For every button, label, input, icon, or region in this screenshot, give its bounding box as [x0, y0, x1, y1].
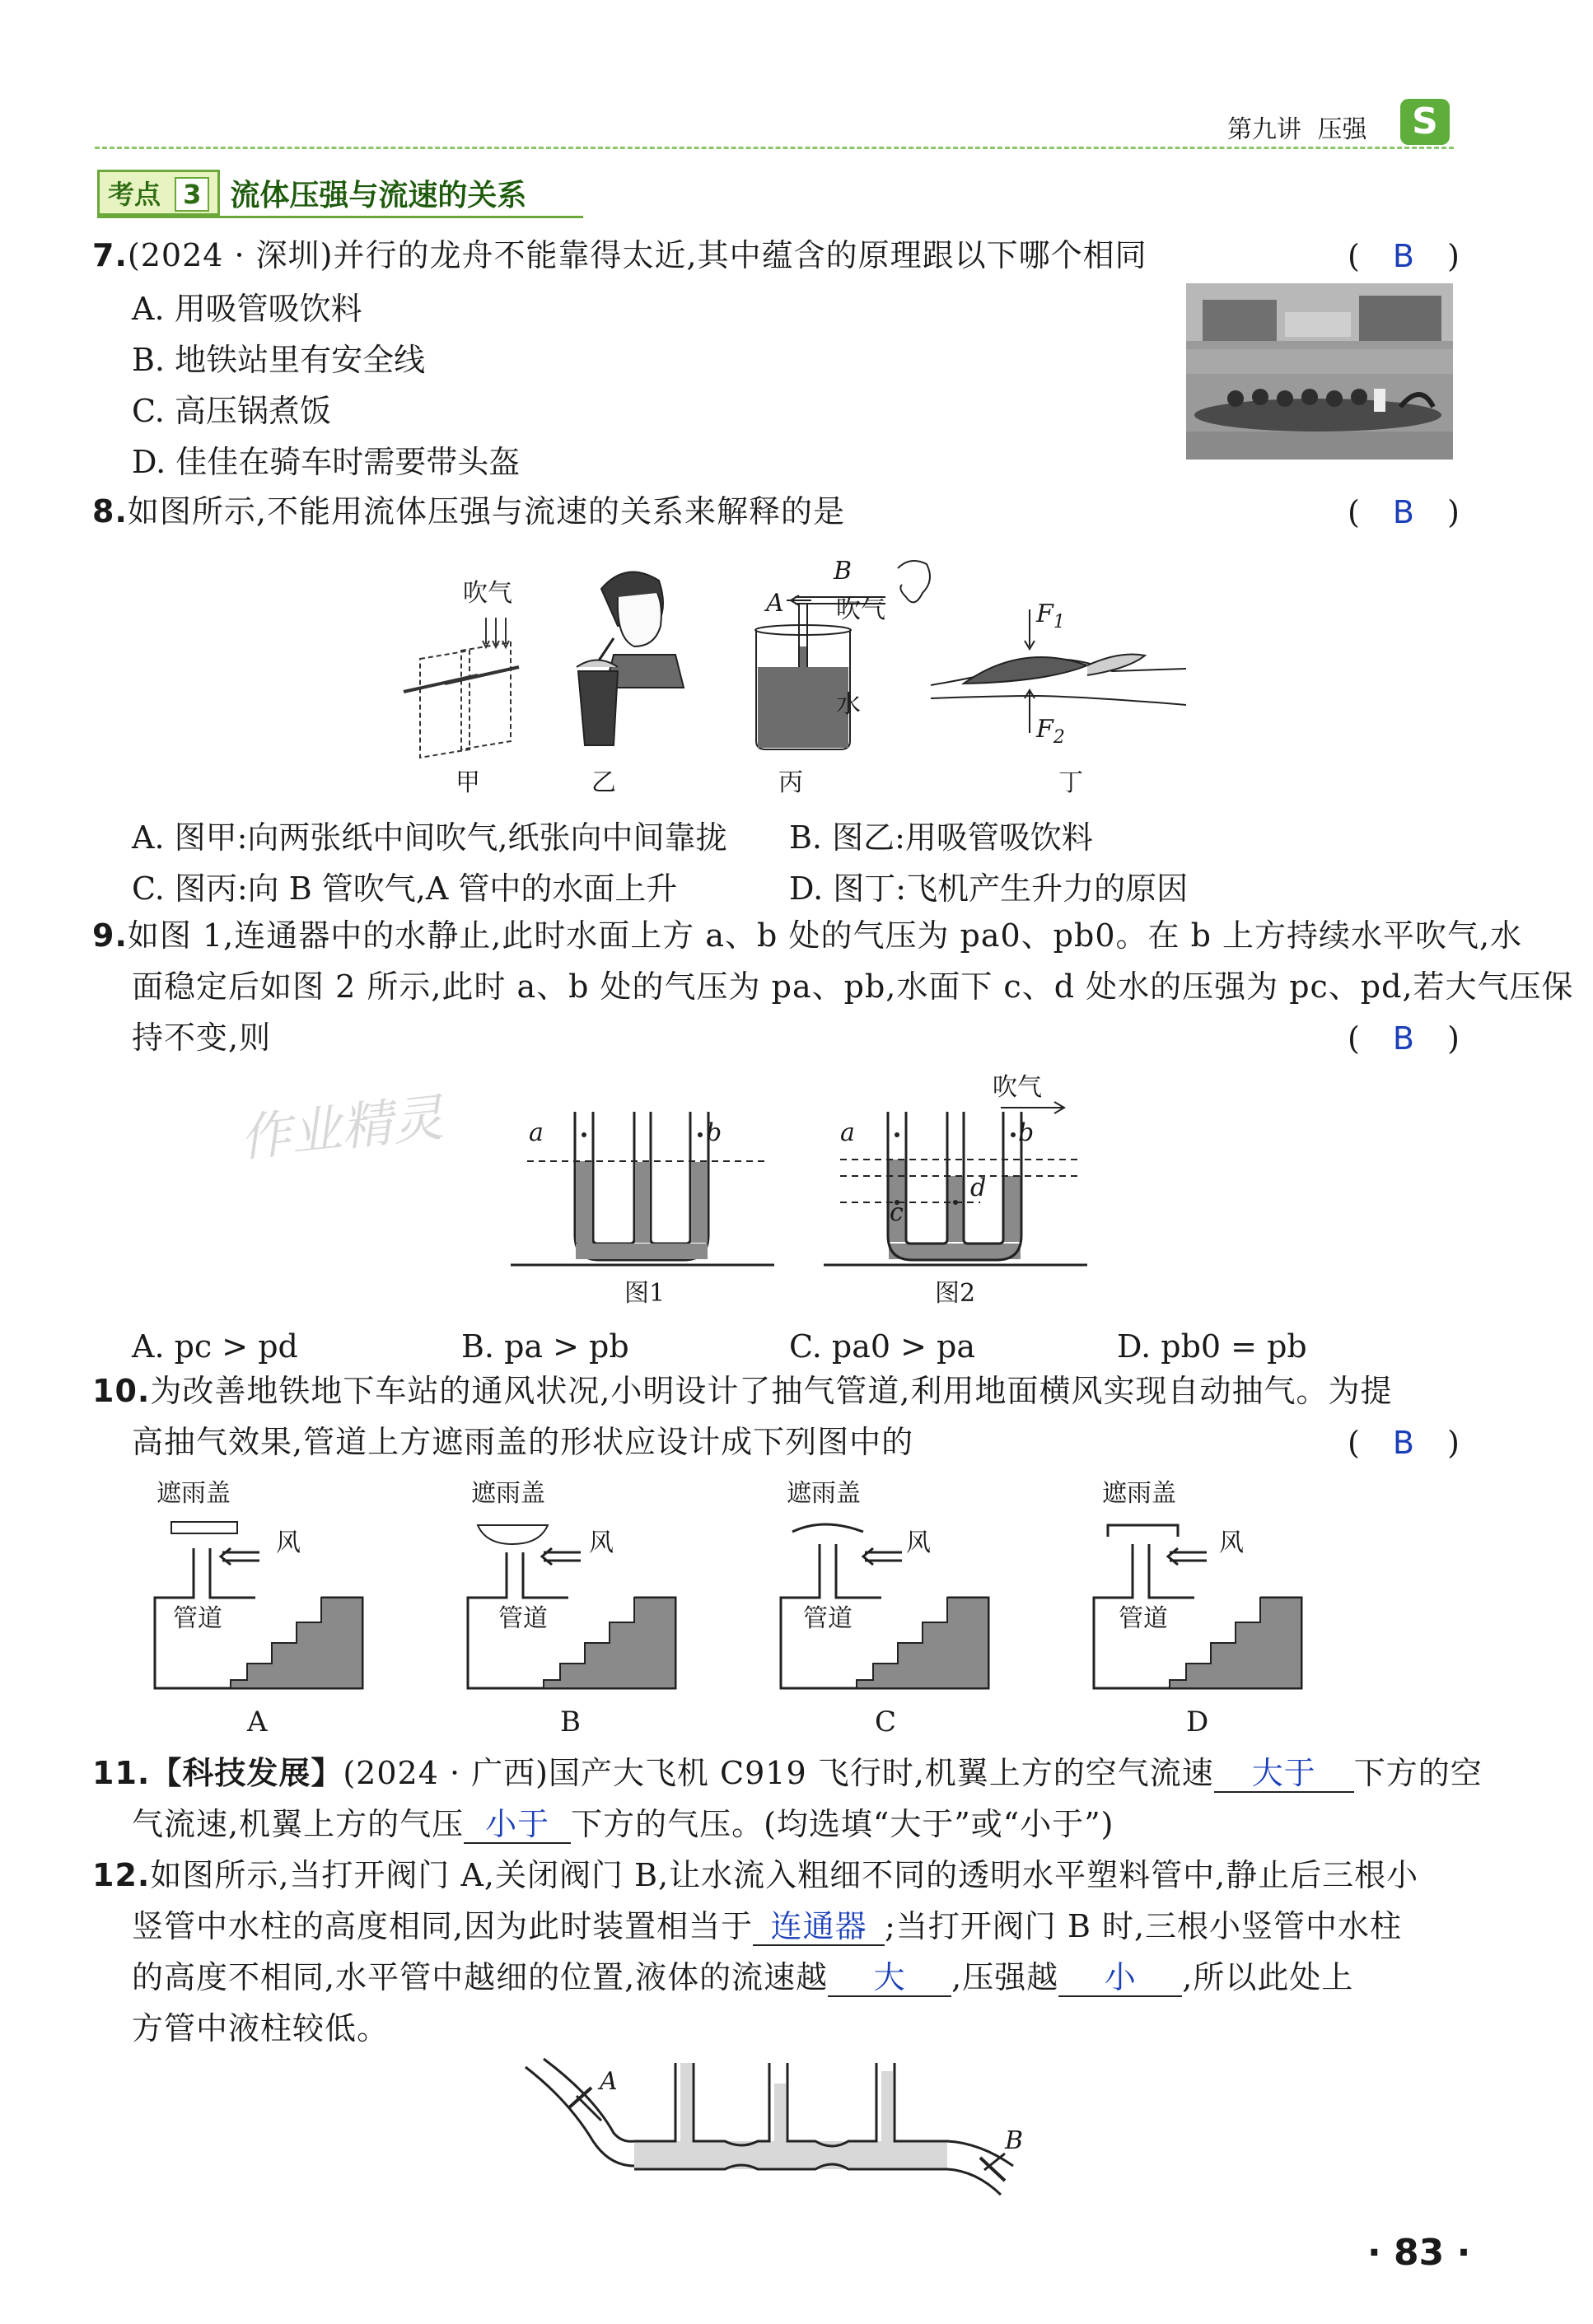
q10-line1-text: 为改善地铁地下车站的通风状况,小明设计了抽气管道,利用地面横风实现自动抽气。为提 [150, 1373, 1393, 1409]
q8-figure-jia-papers [387, 568, 535, 766]
q10-a-cover-label: 遮雨盖 [156, 1479, 231, 1508]
q9-fig2-label-c: c [890, 1198, 904, 1227]
header-rule [95, 147, 1454, 149]
q12-blank-3[interactable]: 小 [1058, 1959, 1182, 1997]
q9-figure-2 [815, 1112, 1087, 1268]
q9-fig1-label-b: b [706, 1118, 722, 1147]
q9-fig2-label-d: d [970, 1174, 987, 1202]
q12-line3a: 的高度不相同,水平管中越细的位置,液体的流速越 [132, 1959, 829, 1995]
watermark: 作业精灵 [236, 1087, 446, 1169]
q10-c-wind-label: 风 [906, 1528, 931, 1557]
q8-label-A: A [766, 589, 784, 618]
page-number: · 83 · [1367, 2232, 1471, 2274]
q12-line1-text: 如图所示,当打开阀门 A,关闭阀门 B,让水流入粗细不同的透明水平塑料管中,静止后三根小 [150, 1857, 1419, 1893]
q8-number: 8. [92, 493, 128, 530]
q9-blow-label: 吹气 [993, 1073, 1042, 1102]
logo-letter: S [1412, 100, 1438, 142]
q8-stem [92, 486, 845, 537]
q12-line3 [132, 1952, 1353, 2003]
header-topic: 压强 [1317, 115, 1367, 144]
q12-figure-pipe [519, 2051, 1030, 2215]
q11-line2 [132, 1799, 1114, 1850]
q7-stem-text: (2024 · 深圳)并行的龙舟不能靠得太近,其中蕴含的原理跟以下哪个相同 [127, 237, 1147, 273]
q10-option-a: A [247, 1706, 268, 1738]
q7-option-c: C. 高压锅煮饭 [132, 393, 331, 429]
q9-fig1-label-a: a [529, 1118, 544, 1147]
q9-answer: B [1392, 1020, 1414, 1057]
q12-number: 12. [92, 1857, 151, 1893]
q8-option-c: C. 图丙:向 B 管吹气,A 管中的水面上升 [132, 870, 678, 907]
q10-c-cover-label: 遮雨盖 [787, 1479, 861, 1508]
q11-line1b: 下方的空 [1353, 1755, 1483, 1791]
q8-label-F1 [1036, 600, 1065, 632]
q10-line2: 高抽气效果,管道上方遮雨盖的形状应设计成下列图中的 [132, 1424, 914, 1460]
q8-F1-sub: 1 [1053, 612, 1065, 632]
q8-label-jia: 甲 [455, 768, 480, 797]
q10-option-d: D [1186, 1706, 1209, 1738]
q7-dragon-boat-photo [1186, 283, 1453, 460]
q8-F1-letter: F [1036, 600, 1053, 628]
q9-line1 [92, 910, 1522, 961]
section-heading [97, 171, 526, 214]
q8-option-d: D. 图丁:飞机产生升力的原因 [789, 870, 1189, 907]
q10-d-pipe-label: 管道 [1119, 1604, 1168, 1633]
q7-option-a: A. 用吸管吸饮料 [132, 291, 362, 327]
q11-line1 [92, 1748, 1483, 1799]
q11-line1a: (2024 · 广西)国产大飞机 C919 飞行时,机翼上方的空气流速 [343, 1755, 1214, 1791]
q9-fig2-label-a: a [840, 1118, 855, 1147]
q8-label-F2 [1036, 715, 1065, 748]
q8-blow-label-2: 吹气 [836, 595, 885, 624]
q9-option-c: C. pa0 > pa [789, 1328, 976, 1365]
q10-b-cover-label: 遮雨盖 [471, 1479, 545, 1508]
q9-fig1-caption: 图1 [624, 1279, 666, 1308]
q8-stem-text: 如图所示,不能用流体压强与流速的关系来解释的是 [127, 493, 845, 530]
q8-label-yi: 乙 [591, 768, 616, 797]
q12-line1 [92, 1850, 1418, 1901]
q10-answer-paren: ( B ) [1348, 1425, 1460, 1461]
header-logo [1400, 99, 1450, 145]
q7-answer: B [1392, 238, 1414, 274]
q9-line3: 持不变,则 [132, 1020, 272, 1056]
q12-line2a: 竖管中水柱的高度相同,因为此时装置相当于 [132, 1908, 754, 1944]
q12-line3b: ,压强越 [951, 1959, 1059, 1995]
q10-diagram-b [461, 1507, 684, 1696]
q7-option-d: D. 佳佳在骑车时需要带头盔 [132, 444, 521, 480]
q8-answer-paren: ( B ) [1348, 494, 1460, 530]
q10-c-pipe-label: 管道 [803, 1604, 853, 1633]
q8-option-b: B. 图乙:用吸管吸饮料 [789, 819, 1093, 856]
q11-blank-1[interactable]: 大于 [1214, 1755, 1354, 1793]
q12-line2 [132, 1901, 1402, 1952]
q7-number: 7. [92, 237, 128, 273]
q10-d-wind-label: 风 [1219, 1528, 1244, 1557]
q9-number: 9. [92, 917, 128, 954]
q10-b-pipe-label: 管道 [498, 1604, 548, 1633]
q11-number: 11. [92, 1755, 151, 1791]
section-underline [97, 216, 583, 218]
q11-tag: 【科技发展】 [150, 1755, 343, 1791]
q10-d-cover-label: 遮雨盖 [1102, 1479, 1176, 1508]
q9-line2: 面稳定后如图 2 所示,此时 a、b 处的气压为 pa、pb,水面下 c、d 处水的压强为 pc、pd,若大气压保 [132, 968, 1574, 1005]
page-header [1227, 109, 1367, 145]
q9-option-d: D. pb0 = pb [1117, 1328, 1307, 1365]
q12-blank-2[interactable]: 大 [828, 1959, 951, 1997]
q7-option-b: B. 地铁站里有安全线 [132, 342, 426, 378]
q12-valve-B-label: B [1005, 2126, 1024, 2155]
q9-line1-text: 如图 1,连通器中的水静止,此时水面上方 a、b 处的气压为 pa0、pb0。在 b 上方持续水平吹气,水 [127, 917, 1523, 954]
q12-line3c: ,所以此处上 [1182, 1959, 1354, 1995]
q9-option-b: B. pa > pb [461, 1328, 629, 1365]
q8-figure-yi-boy-straw [568, 556, 692, 754]
q11-line2a: 气流速,机翼上方的气压 [132, 1806, 465, 1842]
section-tag [97, 170, 220, 216]
q8-blow-label-1: 吹气 [463, 579, 512, 608]
q10-option-b: B [560, 1706, 581, 1738]
q11-line2b: 下方的气压。(均选填“大于”或“小于”) [571, 1806, 1114, 1842]
q11-blank-2[interactable]: 小于 [464, 1806, 571, 1844]
q9-answer-paren: ( B ) [1348, 1020, 1460, 1057]
q12-valve-A-label: A [600, 2067, 618, 2096]
q10-a-pipe-label: 管道 [173, 1604, 222, 1633]
section-tag-label: 考点 [108, 179, 161, 210]
q12-line4: 方管中液柱较低。 [132, 2010, 390, 2046]
q8-F2-sub: 2 [1053, 727, 1065, 748]
q10-a-wind-label: 风 [276, 1528, 301, 1557]
q12-blank-1[interactable]: 连通器 [753, 1908, 885, 1946]
section-title: 流体压强与流速的关系 [230, 178, 527, 212]
q10-answer: B [1392, 1425, 1414, 1461]
q8-label-ding: 丁 [1058, 768, 1083, 797]
q12-line2b: ;当打开阀门 B 时,三根小竖管中水柱 [885, 1908, 1403, 1944]
q10-b-wind-label: 风 [589, 1528, 614, 1557]
q8-label-bing: 丙 [778, 768, 803, 797]
header-chapter: 第九讲 [1227, 115, 1301, 144]
q10-option-c: C [875, 1706, 897, 1738]
q9-fig2-label-b: b [1018, 1118, 1035, 1147]
q8-option-a: A. 图甲:向两张纸中间吹气,纸张向中间靠拢 [132, 819, 727, 856]
q9-fig2-caption: 图2 [935, 1279, 976, 1308]
q9-option-a: A. pc > pd [132, 1328, 298, 1365]
q8-F2-letter: F [1036, 715, 1053, 744]
q10-line1 [92, 1365, 1393, 1416]
q8-label-B: B [834, 557, 853, 586]
q8-water-label: 水 [836, 690, 861, 719]
q7-answer-paren: ( B ) [1348, 238, 1460, 274]
q8-answer: B [1392, 494, 1414, 530]
q7-stem [92, 230, 1147, 281]
section-tag-number: 3 [175, 177, 209, 212]
q10-number: 10. [92, 1373, 151, 1409]
